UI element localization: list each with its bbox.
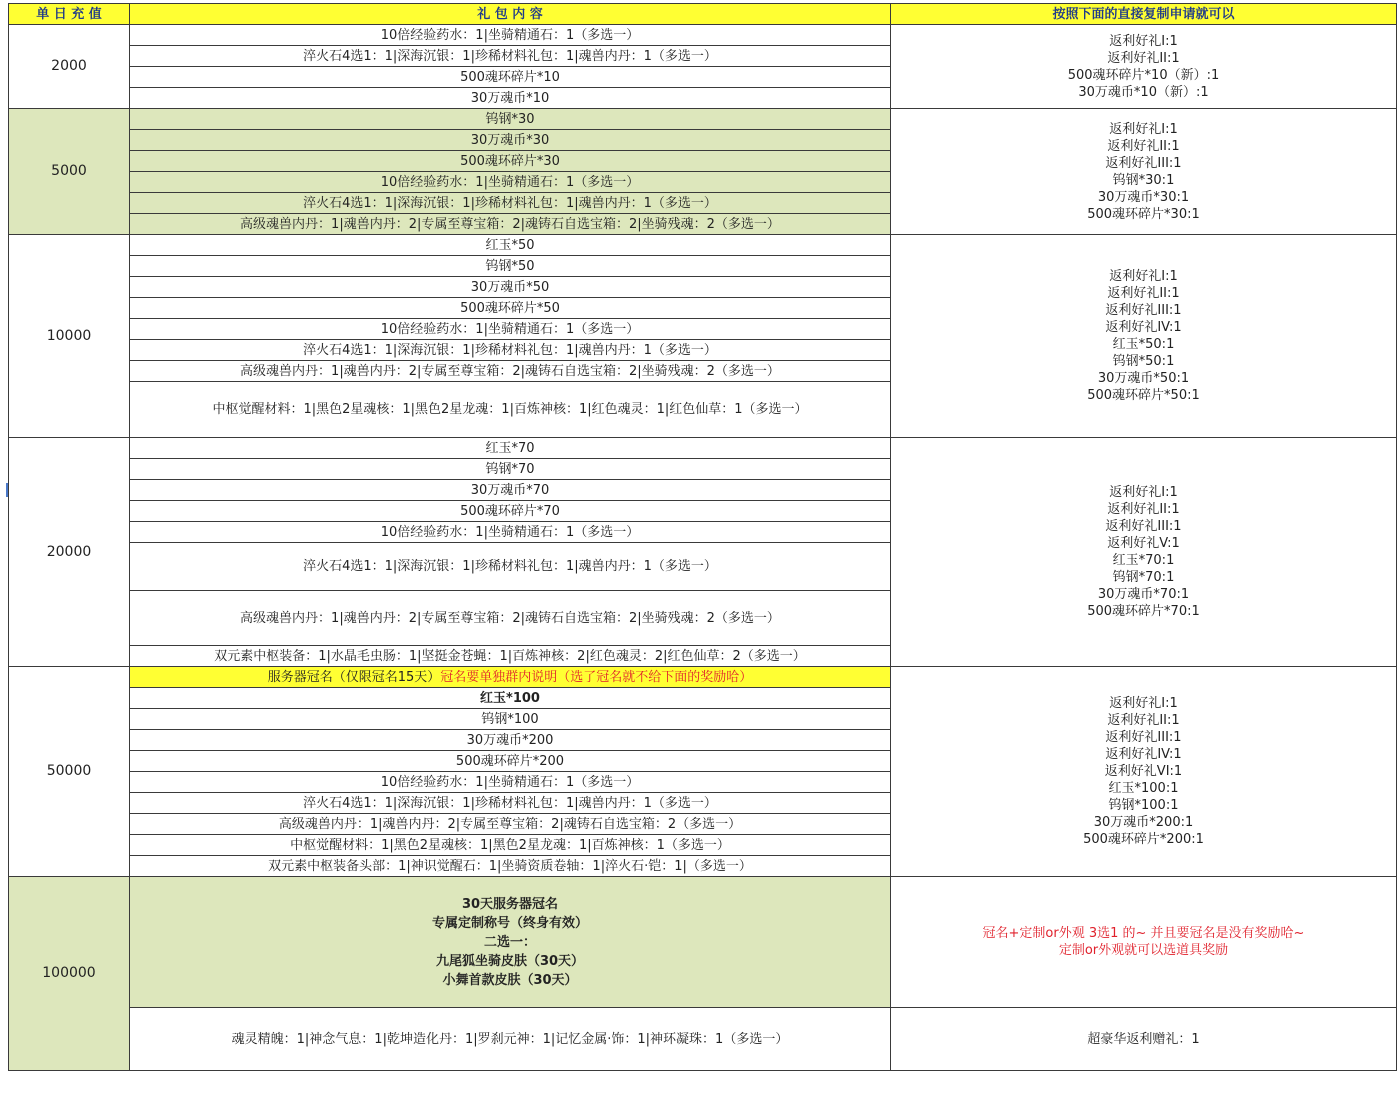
- gift-cell[interactable]: 红玉*50: [130, 235, 891, 256]
- table-row: [9, 235, 1397, 256]
- summary-line: 500魂环碎片*30:1: [1087, 206, 1200, 222]
- gift-cell[interactable]: 30万魂币*30: [130, 130, 891, 151]
- crown-package-cell[interactable]: [130, 877, 891, 1008]
- tier-amount[interactable]: 20000: [9, 438, 130, 667]
- gift-cell[interactable]: 10倍经验药水：1|坐骑精通石：1（多选一）: [130, 25, 891, 46]
- summary-line: 钨钢*100:1: [1108, 798, 1179, 813]
- gift-cell[interactable]: 中枢觉醒材料：1|黑色2星魂核：1|黑色2星龙魂：1|百炼神核：1|红色魂灵：1|红色仙草：1（多选一）: [130, 382, 891, 438]
- summary-line: 500魂环碎片*200:1: [1083, 832, 1204, 847]
- tier-amount[interactable]: 5000: [9, 109, 130, 235]
- tier-amount[interactable]: 50000: [9, 667, 130, 877]
- summary-line: 返利好礼III:1: [1105, 730, 1182, 745]
- summary-line: 500魂环碎片*10（新）:1: [1067, 67, 1220, 83]
- gift-cell[interactable]: 红玉*100: [130, 688, 891, 709]
- summary-line: 返利好礼I:1: [1109, 33, 1178, 49]
- summary-line: 500魂环碎片*50:1: [1087, 388, 1200, 403]
- gift-cell[interactable]: 双元素中枢装备：1|水晶毛虫肠：1|坚挺金苍蝇：1|百炼神核：2|红色魂灵：2|红色仙草：2（多选一）: [130, 646, 891, 667]
- gift-cell[interactable]: 淬火石4选1：1|深海沉银：1|珍稀材料礼包：1|魂兽内丹：1（多选一）: [130, 543, 891, 591]
- summary-line: 返利好礼II:1: [1107, 502, 1180, 517]
- gift-cell[interactable]: 10倍经验药水：1|坐骑精通石：1（多选一）: [130, 172, 891, 193]
- gift-cell[interactable]: 10倍经验药水：1|坐骑精通石：1（多选一）: [130, 522, 891, 543]
- table-row: [9, 438, 1397, 459]
- summary-line: 返利好礼V:1: [1107, 536, 1180, 551]
- table-row: [9, 877, 1397, 1008]
- summary-line: 30万魂币*70:1: [1097, 587, 1190, 602]
- summary-cell[interactable]: [891, 667, 1397, 877]
- summary-line: 返利好礼III:1: [1105, 519, 1182, 534]
- header-contents[interactable]: 礼 包 内 容: [130, 4, 891, 25]
- gift-cell[interactable]: 双元素中枢装备头部：1|神识觉醒石：1|坐骑资质卷轴：1|淬火石·铠：1|（多选一）: [130, 856, 891, 877]
- summary-cell[interactable]: [891, 235, 1397, 438]
- summary-line: 返利好礼I:1: [1109, 121, 1178, 137]
- table-row: [9, 667, 1397, 688]
- gift-cell[interactable]: 500魂环碎片*30: [130, 151, 891, 172]
- summary-cell[interactable]: [891, 438, 1397, 667]
- summary-line: 返利好礼I:1: [1109, 696, 1178, 711]
- gift-cell[interactable]: 钨钢*100: [130, 709, 891, 730]
- summary-line: 返利好礼II:1: [1107, 138, 1180, 154]
- summary-line: 返利好礼VI:1: [1104, 764, 1183, 779]
- summary-line: 钨钢*30:1: [1112, 172, 1175, 188]
- gift-cell[interactable]: 30万魂币*200: [130, 730, 891, 751]
- gift-cell[interactable]: 淬火石4选1：1|深海沉银：1|珍稀材料礼包：1|魂兽内丹：1（多选一）: [130, 340, 891, 361]
- gift-cell[interactable]: 钨钢*30: [130, 109, 891, 130]
- summary-line: 返利好礼II:1: [1107, 286, 1180, 301]
- summary-line: 500魂环碎片*70:1: [1087, 604, 1200, 619]
- gift-cell[interactable]: 高级魂兽内丹：1|魂兽内丹：2|专属至尊宝箱：2|魂铸石自选宝箱：2|坐骑残魂：2（多选一）: [130, 591, 891, 646]
- gift-cell[interactable]: 30万魂币*70: [130, 480, 891, 501]
- summary-line: 返利好礼I:1: [1109, 485, 1178, 500]
- gift-cell[interactable]: 500魂环碎片*50: [130, 298, 891, 319]
- recharge-table: [8, 3, 1397, 1071]
- gift-cell[interactable]: 500魂环碎片*10: [130, 67, 891, 88]
- summary-line: 红玉*100:1: [1108, 781, 1179, 796]
- server-crown-cell[interactable]: [130, 667, 891, 688]
- gift-cell[interactable]: 500魂环碎片*200: [130, 751, 891, 772]
- gift-cell[interactable]: 高级魂兽内丹：1|魂兽内丹：2|专属至尊宝箱：2|魂铸石自选宝箱：2|坐骑残魂：2（多选一）: [130, 361, 891, 382]
- gift-cell[interactable]: 钨钢*50: [130, 256, 891, 277]
- tier-amount[interactable]: 2000: [9, 25, 130, 109]
- gift-cell[interactable]: 中枢觉醒材料：1|黑色2星魂核：1|黑色2星龙魂：1|百炼神核：1（多选一）: [130, 835, 891, 856]
- summary-cell[interactable]: [891, 25, 1397, 109]
- server-crown-warning: 冠名要单独群内说明（选了冠名就不给下面的奖励哈）: [440, 669, 753, 685]
- gift-cell[interactable]: 30万魂币*50: [130, 277, 891, 298]
- tier-amount[interactable]: 10000: [9, 235, 130, 438]
- gift-cell[interactable]: 高级魂兽内丹：1|魂兽内丹：2|专属至尊宝箱：2|魂铸石自选宝箱：2|坐骑残魂：2（多选一）: [130, 214, 891, 235]
- summary-line: 返利好礼II:1: [1107, 50, 1180, 66]
- gift-cell[interactable]: 淬火石4选1：1|深海沉银：1|珍稀材料礼包：1|魂兽内丹：1（多选一）: [130, 46, 891, 67]
- gift-cell[interactable]: 500魂环碎片*70: [130, 501, 891, 522]
- crown-note-line: 冠名+定制or外观 3选1 的~ 并且要冠名是没有奖励哈~: [982, 926, 1305, 941]
- summary-line: 钨钢*70:1: [1112, 570, 1175, 585]
- table-row: [9, 1008, 1397, 1071]
- summary-line: 返利好礼III:1: [1105, 155, 1182, 171]
- header-copy-instructions[interactable]: 按照下面的直接复制申请就可以: [891, 4, 1397, 25]
- crown-note-cell[interactable]: [891, 877, 1397, 1008]
- summary-line: 30万魂币*30:1: [1097, 189, 1190, 205]
- crown-note-line: 定制or外观就可以选道具奖励: [1058, 943, 1229, 958]
- spreadsheet: [8, 3, 1397, 1071]
- header-amount[interactable]: 单 日 充 值: [9, 4, 130, 25]
- gift-cell[interactable]: 10倍经验药水：1|坐骑精通石：1（多选一）: [130, 772, 891, 793]
- summary-line: 30万魂币*200:1: [1093, 815, 1194, 830]
- crown-line: 二选一：: [483, 934, 536, 950]
- gift-cell[interactable]: 魂灵精魄：1|神念气息：1|乾坤造化丹：1|罗刹元神：1|记忆金属·饰：1|神环凝珠：1（多选一）: [130, 1008, 891, 1071]
- crown-line: 30天服务器冠名: [461, 896, 559, 912]
- summary-line: 钨钢*50:1: [1112, 354, 1175, 369]
- summary-line: 返利好礼IV:1: [1105, 747, 1182, 762]
- summary-line: 红玉*50:1: [1112, 337, 1175, 352]
- gift-cell[interactable]: 钨钢*70: [130, 459, 891, 480]
- summary-cell[interactable]: [891, 109, 1397, 235]
- summary-line: 红玉*70:1: [1112, 553, 1175, 568]
- crown-line: 专属定制称号（终身有效）: [431, 915, 588, 931]
- gift-cell[interactable]: 30万魂币*10: [130, 88, 891, 109]
- table-row: [9, 109, 1397, 130]
- summary-line: 30万魂币*50:1: [1097, 371, 1190, 386]
- crown-line: 九尾狐坐骑皮肤（30天）: [435, 953, 585, 969]
- gift-cell[interactable]: 淬火石4选1：1|深海沉银：1|珍稀材料礼包：1|魂兽内丹：1（多选一）: [130, 793, 891, 814]
- summary-cell[interactable]: 超豪华返利赠礼：1: [891, 1008, 1397, 1071]
- gift-cell[interactable]: 10倍经验药水：1|坐骑精通石：1（多选一）: [130, 319, 891, 340]
- tier-amount[interactable]: 100000: [9, 877, 130, 1071]
- table-row: [9, 25, 1397, 46]
- summary-line: 返利好礼IV:1: [1105, 320, 1182, 335]
- crown-line: 小舞首款皮肤（30天）: [442, 972, 578, 988]
- gift-cell[interactable]: 高级魂兽内丹：1|魂兽内丹：2|专属至尊宝箱：2|魂铸石自选宝箱：2（多选一）: [130, 814, 891, 835]
- summary-line: 返利好礼I:1: [1109, 269, 1178, 284]
- summary-line: 返利好礼III:1: [1105, 303, 1182, 318]
- gift-cell[interactable]: 红玉*70: [130, 438, 891, 459]
- header-row: [9, 4, 1397, 25]
- summary-line: 30万魂币*10（新）:1: [1078, 84, 1209, 100]
- server-crown-label: 服务器冠名（仅限冠名15天）: [267, 669, 441, 685]
- gift-cell[interactable]: 淬火石4选1：1|深海沉银：1|珍稀材料礼包：1|魂兽内丹：1（多选一）: [130, 193, 891, 214]
- summary-line: 返利好礼II:1: [1107, 713, 1180, 728]
